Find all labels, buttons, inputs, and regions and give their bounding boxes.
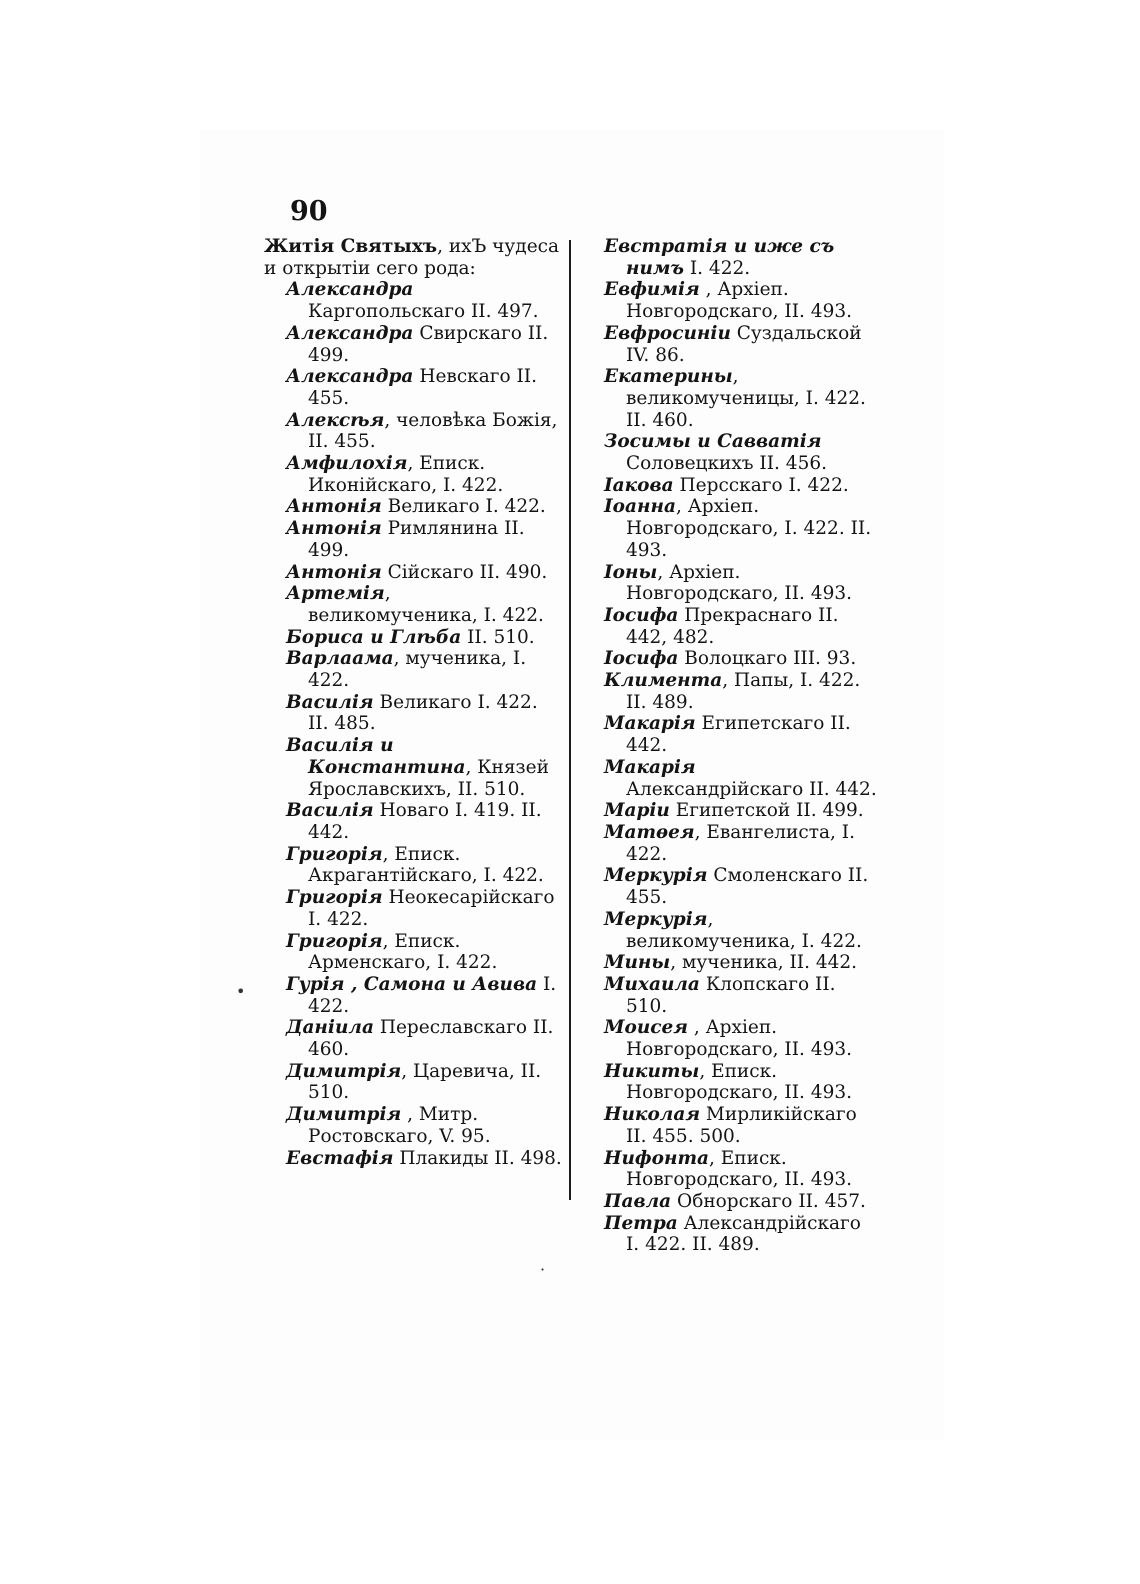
ink-speck: • [236,982,246,1001]
saint-name: Александра [286,366,414,388]
saint-name: Матѳея [604,821,695,843]
entry-reference: Суздальской IV. 86. [626,322,862,366]
entry-reference: Соловецкихъ II. 456. [626,453,827,475]
index-entry [286,931,562,974]
index-entry [604,366,878,431]
saint-name: Димитрія [286,1060,402,1082]
saint-name: Павла [604,1190,672,1212]
index-entry [604,952,878,974]
saint-name: Климента [604,670,723,692]
index-entry [604,909,878,952]
index-entry [286,800,562,843]
index-entry [286,583,562,626]
entry-reference: , Папы, I. 422. II. 489. [626,670,861,713]
saint-name: Евстратія и иже съ нимъ [604,236,835,279]
saint-name: Алексѣя [286,409,385,431]
saint-name: Николая [604,1104,701,1126]
entry-reference: , Еписк. Арменскаго, I. 422. [308,930,498,974]
entry-reference: Персскаго I. 422. [673,474,849,496]
index-entry [604,757,878,800]
index-entry [286,1061,562,1104]
index-entry [604,670,878,713]
saint-name: Евстафія [286,1147,394,1169]
saint-name: Никиты [604,1060,700,1082]
entry-reference: Прекраснаго II. 442, 482. [626,604,839,648]
entry-reference: I. 422. [308,973,557,1017]
index-entry [604,431,878,474]
right-column [604,236,878,1256]
index-entry [286,366,562,409]
entry-reference: Великаго I. 422. II. 485. [308,691,538,735]
index-entry [604,974,878,1017]
index-entry [604,648,878,670]
index-entry [286,279,562,322]
saint-name: Михаила [604,973,700,995]
entry-reference: , мученика, II. 442. [670,952,858,974]
entry-reference: , великомученицы, I. 422. II. 460. [626,366,866,431]
index-entry [604,1061,878,1104]
saint-name: Меркурія [604,908,708,930]
heading-title: Житія Святыхъ [264,236,438,257]
entry-reference: , Еписк. Акрагантійскаго, I. 422. [308,843,544,887]
saint-name: Евфросиніи [604,322,731,344]
saint-name: Гурія , Самона и Авива [286,973,538,995]
saint-name: Маріи [604,800,670,822]
ink-speck: · [540,1260,546,1279]
entry-reference: , человѣка Божія, II. 455. [308,409,558,453]
index-entry [604,496,878,561]
index-entry [604,865,878,908]
saint-name: Іоанна [604,496,676,518]
entry-reference: , Архіеп. Новгородскаго, II. 493. [626,561,853,605]
index-entry [286,887,562,930]
index-entry [604,1104,878,1147]
index-entry [604,1148,878,1191]
entry-reference: Каргопольскаго II. 497. [308,301,539,323]
index-entry [604,562,878,605]
entry-reference: Смоленскаго II. 455. [626,865,869,909]
entry-reference: Египетскаго II. 442. [626,713,851,757]
entry-reference: , Архіеп. Новгородскаго, II. 493. [626,279,853,323]
index-entry [286,453,562,496]
entry-reference: Переславскаго II. 460. [308,1017,554,1061]
saint-name: Александра [286,279,414,301]
saint-name: Макарія [604,713,696,735]
saint-name: Макарія [604,756,696,778]
entry-reference: II. 510. [461,626,535,648]
saint-name: Варлаама [286,648,394,670]
entry-reference: Невскаго II. 455. [308,366,537,409]
entry-reference: Мирликійскаго II. 455. 500. [626,1104,857,1147]
entry-reference: Волоцкаго III. 93. [678,648,857,670]
entry-reference: Римлянина II. 499. [308,518,525,561]
entry-reference: Клопскаго II. 510. [626,973,836,1017]
saint-name: Бориса и Глѣба [286,626,462,648]
saint-name: Антонія [286,496,382,518]
entry-reference: Плакиды II. 498. [393,1147,562,1169]
entry-reference: Александрійскаго I. 422. II. 489. [626,1212,861,1256]
entry-reference: , Архіеп. Новгородскаго, I. 422. II. 493. [626,496,872,561]
index-entry [604,1017,878,1060]
entry-reference: , Князей Ярославскихъ, II. 510. [308,756,549,800]
index-entry [286,518,562,561]
index-entry [604,1213,878,1256]
index-entry [604,713,878,756]
entry-reference: I. 422. [683,257,751,279]
saint-name: Артемія [286,583,385,605]
index-entry [604,279,878,322]
index-heading [264,236,562,279]
entry-reference: , Еписк. Новгородскаго, II. 493. [626,1060,853,1104]
index-entry [286,735,562,800]
index-entries-left [264,279,562,1169]
entry-reference: , Еписк. Иконійскаго, I. 422. [308,453,504,496]
column-divider [569,240,571,1200]
entry-reference: , Царевича, II. 510. [308,1060,542,1104]
entry-reference: , мученика, I. 422. [308,648,527,692]
index-entry [604,605,878,648]
entry-reference: , великомученика, I. 422. [626,908,862,952]
index-entry [286,1104,562,1147]
saint-name: Даніила [286,1017,374,1039]
index-entry [286,496,562,518]
page-number: 90 [290,196,328,227]
index-entry [604,800,878,822]
entry-reference: Египетской II. 499. [669,800,864,822]
entry-reference: , Еписк. Новгородскаго, II. 493. [626,1147,853,1191]
index-entry [286,692,562,735]
entry-reference: Неокесарійскаго I. 422. [308,887,555,930]
saint-name: Василія [286,691,374,713]
index-entry [286,648,562,691]
index-entry [286,844,562,887]
entry-reference: , Митр. Ростовскаго, V. 95. [308,1104,491,1147]
saint-name: Димитрія [286,1104,402,1126]
entry-reference: Великаго I. 422. [381,496,546,518]
index-entry [286,323,562,366]
index-entry [604,1191,878,1213]
saint-name: Іоны [604,561,658,583]
saint-name: Іакова [604,474,674,496]
saint-name: Григорія [286,887,383,909]
index-entry [604,822,878,865]
saint-name: Антонія [286,518,382,540]
saint-name: Іосифа [604,648,679,670]
saint-name: Антонія [286,561,382,583]
saint-name: Моисея [604,1017,689,1039]
entry-reference: , Евангелиста, I. 422. [626,821,855,865]
saint-name: Григорія [286,843,383,865]
saint-name: Екатерины [604,366,733,388]
saint-name: Амфилохія [286,453,408,475]
entry-reference: , Архіеп. Новгородскаго, II. 493. [626,1017,853,1061]
saint-name: Евфимія [604,279,700,301]
entry-reference: Новаго I. 419. II. 442. [308,800,542,843]
entry-reference: Сійскаго II. 490. [381,561,548,583]
index-entry [604,236,878,279]
index-entry [286,627,562,649]
index-entry [286,1017,562,1060]
index-entry [604,475,878,497]
index-entry [286,562,562,584]
saint-name: Петра [604,1212,678,1234]
left-column [264,236,562,1169]
index-entry [286,1148,562,1170]
index-entry [286,410,562,453]
heading-text: , ихЪ чудеса и открытiи сего рода: [264,236,560,279]
saint-name: Нифонта [604,1147,710,1169]
saint-name: Александра [286,322,414,344]
index-entry [604,323,878,366]
saint-name: Зосимы и Савватія [604,431,822,453]
saint-name: Мины [604,952,671,974]
index-entry [286,974,562,1017]
entry-reference: Обнорскаго II. 457. [671,1190,866,1212]
saint-name: Василія [286,800,374,822]
saint-name: Меркурія [604,865,708,887]
entry-reference: Свирскаго II. 499. [308,322,549,366]
saint-name: Іосифа [604,604,679,626]
saint-name: Григорія [286,930,383,952]
entry-reference: , великомученика, I. 422. [308,583,544,626]
entry-reference: Александрійскаго II. 442. [626,778,877,800]
saint-name: Василія и Константина [286,735,466,778]
